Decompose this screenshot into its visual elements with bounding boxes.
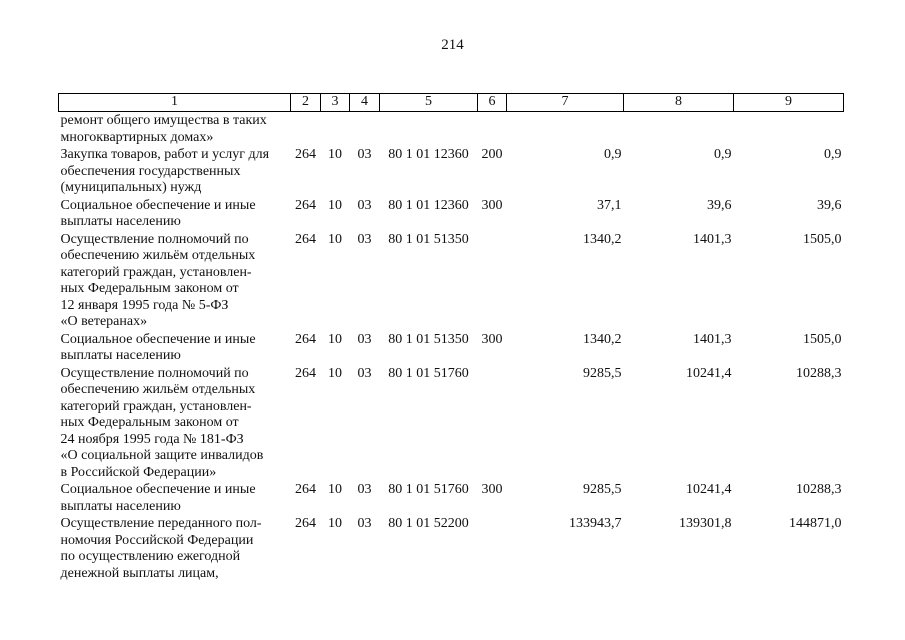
col-6-cell: 200: [481, 147, 503, 162]
table-row: [59, 112, 844, 147]
row-description: [59, 331, 291, 365]
col-2-cell: 264: [295, 482, 316, 497]
col-9-value: 1505,0: [803, 331, 842, 347]
row-description: [59, 515, 291, 582]
description-line: ремонт общего имущества в таких: [60, 113, 267, 128]
col-5-cell: 80 1 01 51350: [388, 331, 469, 347]
col-4-cell: 03: [357, 147, 372, 162]
table-row: [59, 331, 844, 365]
description-line: ных Федеральным законом от: [60, 281, 239, 296]
col-8-value: 0,9: [714, 147, 732, 162]
description-line: Осуществление полномочий по: [60, 365, 249, 381]
table-row: [59, 365, 844, 482]
col-9-value: [734, 112, 844, 147]
description-line: (муниципальных) нужд: [60, 180, 202, 195]
description-line: «О ветеранах»: [60, 314, 148, 329]
col-6-cell: [478, 231, 507, 331]
col-3-cell: 10: [328, 331, 342, 347]
col-8-value: 139301,8: [679, 516, 732, 531]
description-line: выплаты населению: [60, 498, 181, 514]
col-8-value: 39,6: [707, 197, 732, 213]
table-body: [59, 112, 844, 583]
description-line: выплаты населению: [60, 214, 181, 229]
col-3-cell: 10: [328, 197, 342, 213]
col-4-cell: 03: [357, 231, 372, 247]
col-4-cell: 03: [357, 365, 372, 381]
col-3-cell: [321, 112, 350, 147]
col-3-cell: 10: [328, 482, 342, 497]
row-description: [59, 365, 291, 482]
description-line: категорий граждан, установлен-: [60, 264, 252, 280]
table-row: [59, 515, 844, 582]
col-7-value: 9285,5: [583, 365, 622, 381]
col-3-cell: 10: [328, 231, 342, 247]
column-header: 4: [350, 94, 380, 112]
description-line: в Российской Федерации»: [60, 464, 217, 480]
col-4-cell: [350, 112, 380, 147]
row-description: [59, 481, 291, 515]
col-8-value: 10241,4: [686, 482, 732, 497]
description-line: «О социальной защите инвалидов: [60, 448, 264, 463]
col-7-value: 37,1: [597, 197, 622, 213]
table-row: [59, 146, 844, 197]
description-line: по осуществлению ежегодной: [60, 549, 241, 564]
col-4-cell: 03: [357, 197, 372, 213]
col-2-cell: 264: [295, 331, 316, 347]
description-line: категорий граждан, установлен-: [60, 398, 252, 414]
column-header: 9: [734, 94, 844, 112]
col-5-cell: 80 1 01 51760: [388, 482, 469, 497]
description-line: обеспечения государственных: [60, 163, 241, 179]
description-line: 12 января 1995 года № 5-ФЗ: [60, 297, 229, 313]
description-line: Закупка товаров, работ и услуг для: [60, 147, 270, 162]
page-number: 214: [441, 37, 464, 53]
col-8-value: 1401,3: [693, 331, 732, 347]
description-line: 24 ноября 1995 года № 181-ФЗ: [60, 431, 244, 447]
column-header: 6: [478, 94, 507, 112]
description-line: многоквартирных домах»: [60, 129, 214, 145]
col-2-cell: 264: [295, 231, 316, 247]
col-5-cell: 80 1 01 51760: [388, 365, 469, 381]
col-2-cell: 264: [295, 197, 316, 213]
col-9-value: 10288,3: [796, 482, 842, 497]
col-5-cell: [380, 112, 478, 147]
column-header: 1: [59, 94, 291, 112]
col-6-cell: [478, 515, 507, 582]
col-8-value: [624, 112, 734, 147]
budget-table: [58, 93, 844, 582]
col-6-cell: 300: [481, 197, 503, 213]
col-3-cell: 10: [328, 147, 342, 162]
col-9-value: 10288,3: [796, 365, 842, 381]
description-line: Социальное обеспечение и иные: [60, 482, 256, 497]
col-6-cell: [478, 112, 507, 147]
table-row: [59, 481, 844, 515]
col-7-value: 1340,2: [583, 231, 622, 247]
col-9-value: 0,9: [824, 147, 842, 162]
description-line: номочия Российской Федерации: [60, 532, 254, 548]
col-6-cell: 300: [481, 331, 503, 347]
col-4-cell: 03: [357, 516, 372, 531]
description-line: Осуществление полномочий по: [60, 231, 249, 247]
column-header: 5: [380, 94, 478, 112]
row-description: [59, 112, 291, 147]
col-2-cell: 264: [295, 516, 316, 531]
table-row: [59, 231, 844, 331]
description-line: обеспечению жильём отдельных: [60, 248, 256, 263]
description-line: денежной выплаты лицам,: [60, 565, 219, 581]
col-2-cell: 264: [295, 365, 316, 381]
col-4-cell: 03: [357, 331, 372, 347]
column-header: 7: [507, 94, 624, 112]
col-7-value: 0,9: [604, 147, 622, 162]
col-5-cell: 80 1 01 51350: [388, 231, 469, 247]
col-5-cell: 80 1 01 52200: [388, 516, 469, 531]
col-2-cell: [291, 112, 321, 147]
description-line: ных Федеральным законом от: [60, 415, 239, 430]
col-5-cell: 80 1 01 12360: [388, 197, 469, 213]
table-row: [59, 197, 844, 231]
col-4-cell: 03: [357, 482, 372, 497]
col-7-value: 1340,2: [583, 331, 622, 347]
column-header: 3: [321, 94, 350, 112]
col-9-value: 144871,0: [789, 516, 842, 531]
col-8-value: 10241,4: [686, 365, 732, 381]
col-7-value: 9285,5: [583, 482, 622, 497]
col-6-cell: [478, 365, 507, 482]
description-line: Социальное обеспечение и иные: [60, 197, 256, 213]
col-3-cell: 10: [328, 516, 342, 531]
description-line: Социальное обеспечение и иные: [60, 331, 256, 347]
column-header: 2: [291, 94, 321, 112]
col-9-value: 1505,0: [803, 231, 842, 247]
row-description: [59, 231, 291, 331]
col-9-value: 39,6: [817, 197, 842, 213]
col-3-cell: 10: [328, 365, 342, 381]
description-line: Осуществление переданного пол-: [60, 516, 262, 531]
description-line: обеспечению жильём отдельных: [60, 382, 256, 397]
col-5-cell: 80 1 01 12360: [388, 147, 469, 162]
col-2-cell: 264: [295, 147, 316, 162]
table-header-row: [59, 94, 844, 112]
row-description: [59, 197, 291, 231]
column-header: 8: [624, 94, 734, 112]
col-6-cell: 300: [481, 482, 503, 497]
col-7-value: [507, 112, 624, 147]
row-description: [59, 146, 291, 197]
col-7-value: 133943,7: [569, 516, 622, 531]
description-line: выплаты населению: [60, 348, 181, 363]
col-8-value: 1401,3: [693, 231, 732, 247]
